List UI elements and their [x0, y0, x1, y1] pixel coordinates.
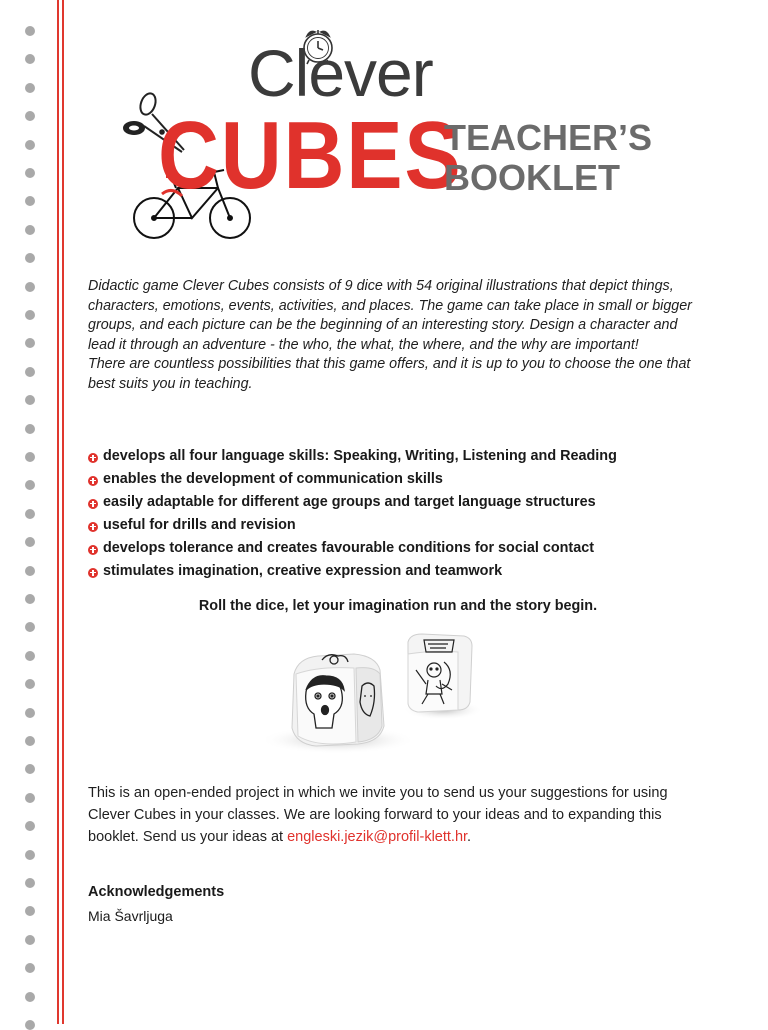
plus-bullet-icon [88, 545, 98, 555]
binding-hole [25, 906, 35, 916]
list-item [88, 445, 617, 468]
logo-cubes-text: CUBES [158, 102, 463, 209]
binding-hole [25, 992, 35, 1002]
plus-bullet-icon [88, 522, 98, 532]
binding-hole [25, 566, 35, 576]
binding-hole [25, 764, 35, 774]
binding-hole [25, 1020, 35, 1030]
binding-hole [25, 594, 35, 604]
margin-line [62, 0, 64, 1024]
plus-bullet-icon [88, 476, 98, 486]
feature-text: enables the development of communication skills [103, 471, 443, 487]
feature-text: easily adaptable for different age groups and target language structures [103, 494, 596, 510]
binding-hole [25, 253, 35, 263]
binding-hole [25, 736, 35, 746]
feature-text: stimulates imagination, creative expression and teamwork [103, 563, 503, 579]
list-item [88, 537, 617, 560]
binding-hole [25, 850, 35, 860]
list-item [88, 468, 617, 491]
binding-hole [25, 793, 35, 803]
binding-hole [25, 452, 35, 462]
binding-hole [25, 196, 35, 206]
dice-image [258, 630, 488, 760]
binding-hole [25, 935, 35, 945]
acknowledgements-name: Mia Šavrljuga [88, 908, 173, 924]
feature-text: develops all four language skills: Speaking, Writing, Listening and Reading [103, 448, 617, 464]
plus-bullet-icon [88, 453, 98, 463]
feature-text: develops tolerance and creates favourable conditions for social contact [103, 540, 595, 556]
binding-hole [25, 282, 35, 292]
feature-text: useful for drills and revision [103, 517, 296, 533]
margin-line [57, 0, 59, 1024]
acknowledgements-heading: Acknowledgements [88, 884, 225, 900]
outro-text [88, 782, 708, 848]
notebook-holes [0, 0, 60, 1024]
binding-hole [25, 679, 35, 689]
plus-bullet-icon [88, 568, 98, 578]
outro-body: This is an open-ended project in which we invite you to send us your suggestions for using Clever Cubes in your classes. We are looking forward to your ideas and to expanding this booklet. Send us your ideas at [88, 785, 668, 845]
feature-list [88, 445, 617, 583]
binding-hole [25, 83, 35, 93]
binding-hole [25, 367, 35, 377]
binding-hole [25, 338, 35, 348]
title-line-2: BOOKLET [444, 157, 620, 198]
binding-hole [25, 480, 35, 490]
binding-hole [25, 168, 35, 178]
die-icon [292, 654, 384, 746]
binding-hole [25, 509, 35, 519]
binding-hole [25, 878, 35, 888]
intro-paragraph-1: Didactic game Clever Cubes consists of 9 dice with 54 original illustrations that depict things, characters, emotions, events, activities, and places. The game can take place in small or bigger groups, and each picture can be the beginning of an interesting story. Design a character and lead it through an adventure - the who, the what, the where, and the why are important! [88, 278, 692, 353]
outro-end: . [467, 829, 472, 845]
die-icon [408, 634, 472, 712]
plus-bullet-icon [88, 499, 98, 509]
list-item [88, 560, 617, 583]
binding-hole [25, 963, 35, 973]
binding-hole [25, 26, 35, 36]
page-title [444, 118, 652, 198]
binding-hole [25, 424, 35, 434]
binding-hole [25, 54, 35, 64]
title-line-1: TEACHER’S [444, 117, 653, 158]
binding-hole [25, 225, 35, 235]
intro-paragraph-2: There are countless possibilities that this game offers, and it is up to you to choose the one that best suits you in teaching. [88, 356, 691, 392]
binding-hole [25, 310, 35, 320]
binding-hole [25, 708, 35, 718]
binding-hole [25, 140, 35, 150]
email-link[interactable]: engleski.jezik@profil-klett.hr [287, 829, 468, 845]
binding-hole [25, 622, 35, 632]
binding-hole [25, 111, 35, 121]
binding-hole [25, 537, 35, 547]
list-item [88, 514, 617, 537]
binding-hole [25, 395, 35, 405]
binding-hole [25, 651, 35, 661]
intro-text [88, 277, 708, 394]
tagline: Roll the dice, let your imagination run and the story begin. [198, 598, 598, 614]
list-item [88, 491, 617, 514]
binding-hole [25, 821, 35, 831]
logo-clever-text: Clever [248, 36, 433, 110]
